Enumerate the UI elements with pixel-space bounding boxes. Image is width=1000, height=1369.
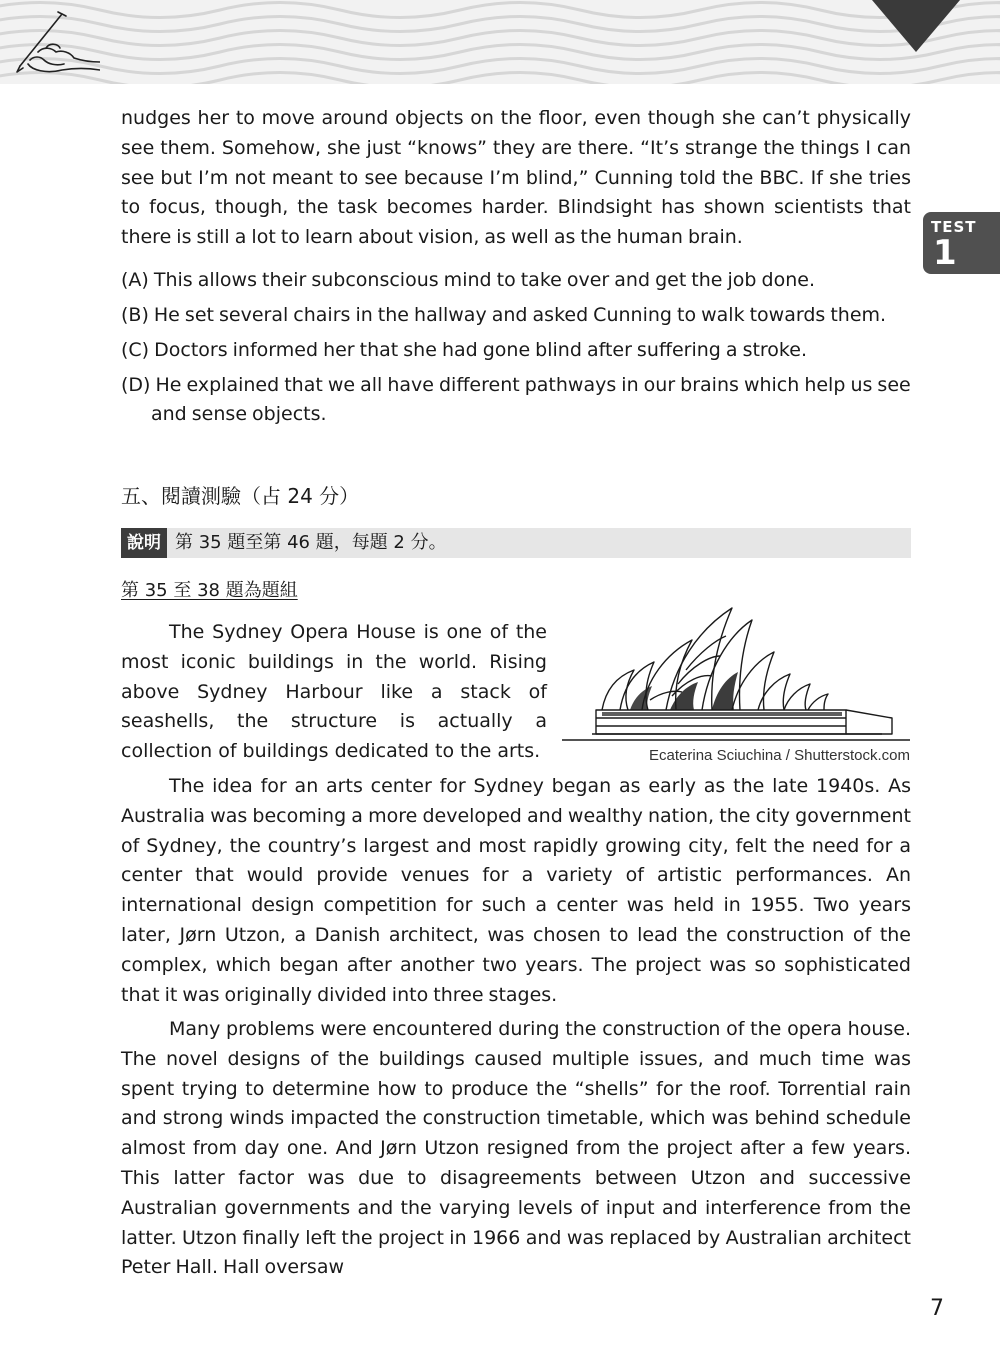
passage-intro: The Sydney Opera House is one of the most iconic buildings in the world. Rising above Sydney Harbour like a stack of seashells, the structure is actually a collection of buildings dedicated to the arts. [121, 621, 547, 763]
opera-house-illustration [562, 600, 910, 748]
answer-options [121, 266, 911, 435]
test-tab-number: 1 [933, 233, 957, 273]
option-c: (C) Doctors informed her that she had gone blind after suffering a stroke. [121, 339, 807, 361]
passage-paragraph-3: Many problems were encountered during the construction of the opera house. The novel designs of the buildings caused multiple issues, and much time was spent trying to determine how to produce the “shells” for the roof. Torrential rain and strong winds impacted the construction timetable, which was behind schedule almost from day one. And Jørn Utzon resigned from the project after a few years. This latter factor was due to disagreements between Utzon and successive Australian governments and the varying levels of input and interference from the latter. Utzon finally left the project in 1966 and was replaced by Australian architect Peter Hall. Hall oversaw [121, 1018, 911, 1279]
passage-paragraph-2: The idea for an arts center for Sydney began as early as the late 1940s. As Australia was becoming a more developed and wealthy nation, the city government of Sydney, the country’s largest and most rapidly growing city, felt the need for a center that would provide venues for a variety of artistic performances. An international design competition for such a center was held in 1955. Two years later, Jørn Utzon, a Danish architect, was chosen to lead the construction of the complex, which began after another two years. The project was so sophisticated that it was originally divided into three stages. [121, 775, 911, 1006]
instruction-label: 說明 [121, 528, 167, 558]
test-tab-label: TEST [931, 218, 977, 236]
header-pattern [0, 0, 1000, 84]
hand-writing-icon [0, 0, 100, 76]
wavy-pattern [0, 0, 1000, 84]
section-title: 五、閱讀測驗（占 24 分） [121, 484, 360, 508]
corner-triangle [872, 0, 960, 52]
option-d: (D) He explained that we all have different pathways in our brains which help us see and sense objects. [121, 374, 911, 425]
instruction-bar [121, 528, 911, 558]
continuation-paragraph: nudges her to move around objects on the floor, even though she can’t physically see them. Somehow, she just “knows” they are there. “It’s strange the things I can see but I’m not meant to see because I’m blind,” Cunning told the BBC. If she tries to focus, though, the task becomes harder. Blindsight has shown scientists that there is still a lot to learn about vision, as well as the human brain. [121, 107, 911, 249]
option-a: (A) This allows their subconscious mind to take over and get the job done. [121, 269, 815, 291]
page-number: 7 [930, 1296, 944, 1321]
option-b: (B) He set several chairs in the hallway and asked Cunning to walk towards them. [121, 304, 887, 326]
test-tab [923, 212, 1000, 274]
question-group-title: 第 35 至 38 題為題組 [121, 580, 298, 601]
image-credit: Ecaterina Sciuchina / Shutterstock.com [649, 747, 910, 764]
instruction-text: 第 35 題至第 46 題，每題 2 分。 [175, 532, 447, 553]
